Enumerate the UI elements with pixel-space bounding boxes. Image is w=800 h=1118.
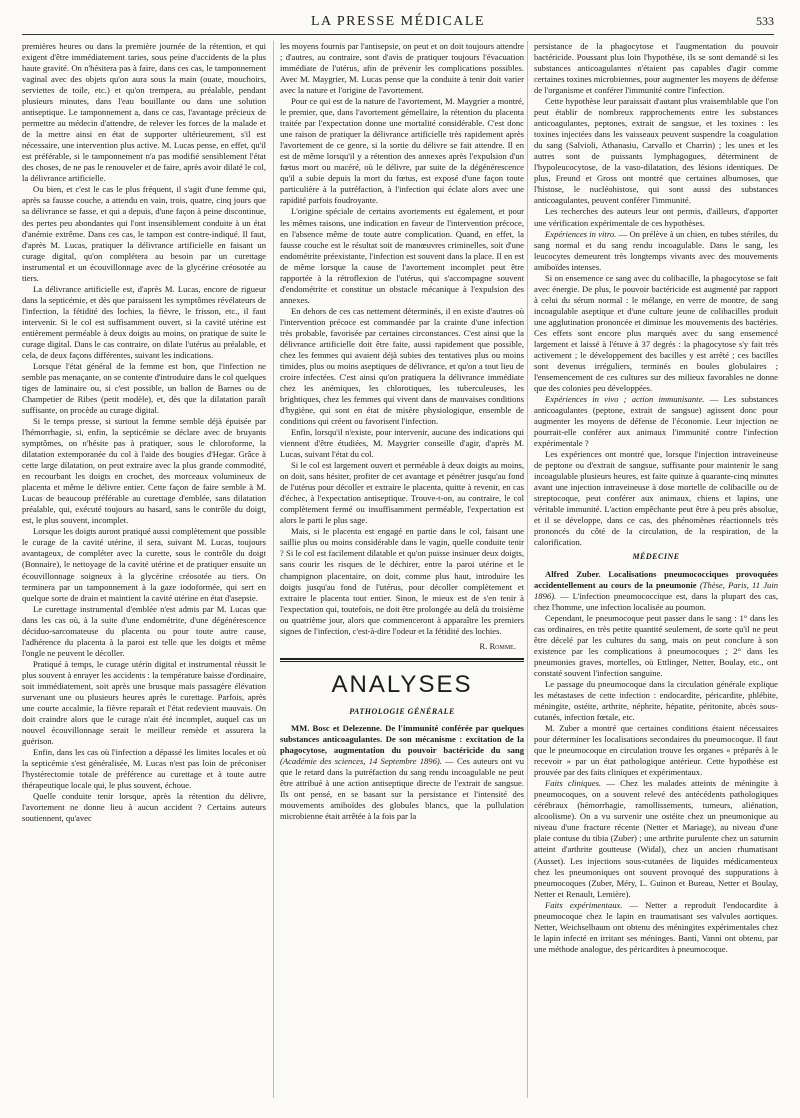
paragraph: L'origine spéciale de certains avortements est également, et pour les mêmes raisons, une indication en faveur de l'intervention précoce, en l'absence même de toute autre complication. Quand, en effet, la fausse couche est le résultat soit de manœuvres criminelles, soit d'une endométrite préexistante, l'infection est souvent dans la place. Il en est de même lorsque la cause de l'avortement incomplet peut être rapportée à la rétroflexion de l'utérus, qui s'accompagne souvent d'endométrite et constitue un obstacle mécanique à l'expulsion des annexes. xyxy=(280,206,524,305)
article-citation: (Thèse, Paris, 11 Juin 1896). xyxy=(534,579,779,601)
paragraph: premières heures ou dans la première journée de la rétention, et qui exigent d'être immédiatement taries, sous peine d'accidents de la plus haute gravité. On n'hésitera pas à faire, dans ces cas, le tamponnement vaginal avec des objets qu'on aura sous la main (ouate, mouchoirs, serviettes de toile, etc.) et qu'on trempera, au préalable, pendant plusieurs minutes, dans l'eau bouillante ou dans une solution antiseptique. Le tamponnement a, dans ce cas, l'avantage précieux de permettre au médecin d'attendre, de relever les forces de la malade et de la mettre ainsi en état de supporter ultérieurement, s'il est nécessaire, une intervention plus active. M. Lucas pense, en effet, qu'il est préférable, si le tamponnement n'a pas modifié sensiblement l'état des choses, de ne pas le renouveler et de faire, après avoir dilaté le col, la délivrance artificielle. xyxy=(22,41,266,184)
column-2 xyxy=(280,41,524,822)
paragraph xyxy=(534,229,778,273)
paragraph xyxy=(534,778,778,899)
article xyxy=(534,569,778,613)
paragraph: Cependant, le pneumocoque peut passer dans le sang : 1° dans les cas ordinaires, en très petite quantité seulement, de sorte qu'il ne peut être décelé par les cultures du sang, mais on peut conclure à son existence par les complications à pneumocoques ; 2° dans les pneumonies graves, mortelles, où Ettlinger, Netter, Boulay, etc., ont constaté souvent l'infection sanguine. xyxy=(534,612,778,678)
paragraph: Les recherches des auteurs leur ont permis, d'ailleurs, d'apporter une vérification expérimentale de ces hypothèses. xyxy=(534,206,778,228)
column-3 xyxy=(534,41,778,955)
section-rule xyxy=(280,658,524,660)
paragraph: Lorsque l'état général de la femme est bon, que l'infection ne semble pas menaçante, on se contente d'introduire dans le col quelques tiges de laminaire ou, si c'est possible, un ballon de Barnes ou de Champetier de Ribes (petit modèle), et, dès que la dilatation paraît suffisante, on procède au curage digital. xyxy=(22,360,266,416)
section-rule xyxy=(280,661,524,662)
paragraph: Le passage du pneumocoque dans la circulation générale explique les métastases de cette infection : endocardite, péricardite, phlébite, méningite, ostéite, arthrite, néphrite, hépatite, péritonite, abcès sous-cutanés, infection fœtale, etc. xyxy=(534,679,778,723)
paragraph-text: — Les substances anticoagulantes (peptone, extrait de sangsue) agissent donc pour augmenter les moyens de défense de l'économie. Leur injection ne pourrait-elle conférer aux animaux l'immunité contre l'infection expérimentale ? xyxy=(534,394,778,449)
paragraph: Lorsque les doigts auront pratiqué aussi complètement que possible le curage de la cavité utérine, il sera, suivant M. Lucas, toujours avantageux, de compléter avec la curette, sous le contrôle du doigt (Bonnaire), le nettoyage de la cavité utérine et de pratiquer ensuite un écouvillonnage soigneux à la glycérine créosotée au tiers. On terminera par un tamponnement à la gaze iodoformée, qui sert en quelque sorte de drain et maintient la cavité utérine en état d'asepsie. xyxy=(22,526,266,603)
section-title: ANALYSES xyxy=(331,670,473,698)
paragraph: Le curettage instrumental d'emblée n'est admis par M. Lucas que dans les cas où, à la suite d'une endométrite, d'une dégénérescence déciduo-sarcomateuse du placenta ou pour toute autre cause, l'adhérence du placenta à la paroi est telle que les doigts et même l'ongle ne peuvent le décoller. xyxy=(22,603,266,658)
article-author: Alfred Zuber. xyxy=(545,568,601,579)
paragraph-text: — On prélève à un chien, en tubes stériles, du sang normal et du sang rendu incoagulable. Dans le sang, les leucocytes demeurent très longtemps vivants avec des mouvements amiboïdes intenses. xyxy=(534,228,778,272)
paragraph: M. Zuber a montré que certaines conditions étaient nécessaires pour déterminer les localisations secondaires du pneumocoque. Il faut que le pneumocoque en circulation trouve les organes « préparés à le recevoir » par un état pathologique antérieur. Cette hypothèse est prouvée par des faits cliniques et expérimentaux. xyxy=(534,723,778,778)
paragraph: les moyens fournis par l'antisepsie, on peut et on doit toujours attendre ; d'autres, au contraire, sont d'avis de pratiquer toujours l'évacuation immédiate de l'utérus, afin de prévenir les complications possibles. Avec M. Maygrier, M. Lucas pense que la conduite à tenir doit varier avec la nature et l'origine de l'avortement. xyxy=(280,41,524,96)
paragraph xyxy=(534,900,778,955)
paragraph: Cette hypothèse leur paraissait d'autant plus vraisemblable que l'on peut établir de nombreux rapprochements entre les substances anticoagulantes, peptones, extrait de sangsue, et les toxines : les toxines injectées dans les vaisseaux peuvent suspendre la coagulation du sang (Salvioli, Athanasiu, Carvallo et Charrin) ; les unes et les autres sont de puissants lymphagogues, déterminent de l'hypoleucocytose, de la vaso-dilatation, des lésions identiques. De plus, Freund et Gross ont montré que certaines albumoses, que l'histose, le nucléohistose, qui sont aussi des substances anticoagulantes, peuvent conférer l'immunité. xyxy=(534,96,778,206)
subheading: Expériences in vitro. xyxy=(545,228,617,239)
paragraph xyxy=(534,394,778,449)
article-heading: MM. Bosc et Delezenne. De l'immunité conférée par quelques substances anticoagulantes. De son mécanisme : excitation de la phagocytose, augmentation du pouvoir bactéricide du sang xyxy=(280,722,524,755)
header-rule xyxy=(22,34,774,35)
paragraph: Pour ce qui est de la nature de l'avortement, M. Maygrier a montré, le premier, que, dans l'avortement gémellaire, la rétention du placenta traitée par l'expectation donne une mortalité considérable. C'est donc une raison de pratiquer la délivrance artificielle très rapidement après l'avortement de ce genre, si la sortie du délivre se fait attendre. Il en est de même lorsqu'il y a rétention des annexes après l'expulsion d'un fœtus mort ou macéré, où le délivre, par suite de la dégénérescence qu'il a subie depuis la mort du fœtus, est exposé d'une façon toute particulière à la putréfaction, à l'infection qui éclate alors avec une rapidité parfois foudroyante. xyxy=(280,96,524,206)
paragraph: Les expériences ont montré que, lorsque l'injection intraveineuse de peptone ou d'extrait de sangsue, suffisante pour maintenir le sang incoagulable plusieurs heures, est faite quinze à quarante-cinq minutes avant une injection intraveineuse à dose mortelle de colibacille ou de streptocoque, peut conférer aux animaux, chiens et lapins, une véritable immunité. L'action empêchante peut être à peu près absolue, et il se développe, dans ce cas, des phénomènes réactionnels très prononcés du côté de la circulation, de la respiration, de la calorification. xyxy=(534,449,778,548)
paragraph-text: — Chez les malades atteints de méningite à pneumocoques, on a souvent relevé des antécédents pathologiques cérébraux (hémorrhagie, ramollissements, tumeurs, aliénation, alcoolisme). On a vu survenir une ostéite chez un pneumonique au niveau d'une fracture récente (Netter et Mariage), au niveau d'une plaie contuse du tibia (Zuber) ; une arthrite purulente chez un saturnin atteint d'arthrite goutteuse (Widal), chez un ancien rhumatisant (Ausset). Les injections sous-cutanées de liquides médicamenteux chez les pneumoniques ont souvent provoqué des suppurations à pneumocoques (Zuber, Méry, L. Guinon et Bureau, Netter et Boulay, Netter et Renault, Lemière). xyxy=(534,778,778,899)
paragraph: persistance de la phagocytose et l'augmentation du pouvoir bactéricide. Poussant plus loin l'hypothèse, ils se sont demandé si les substances anticoagulantes n'étaient pas capables d'agir comme certaines toxines microbiennes, pour augmenter les moyens de défense de l'organisme et conférer l'immunité contre l'infection. xyxy=(534,41,778,96)
paragraph: Si le temps presse, si surtout la femme semble déjà épuisée par l'hémorrhagie, si, enfin, la septicémie se déclare avec de bruyants symptômes, on n'hésite pas à pratiquer, sous le chloroforme, la dilatation extemporanée du col à l'aide des bougies d'Hegar. Grâce à cette large dilatation, on peut extraire avec la plus grande commodité, en recourbant les doigts en crochet, des morceaux volumineux de placenta et même le délivre entier. Cette façon de faire semble à M. Lucas de beaucoup préférable au curettage d'emblée, sans dilatation préalable, qui, exécuté toujours au hasard, sans le contrôle du doigt, est, le plus souvent, incomplet. xyxy=(22,416,266,526)
paragraph: Ou bien, et c'est le cas le plus fréquent, il s'agit d'une femme qui, après sa fausse couche, a attendu en vain, trois, quatre, cinq jours que sa délivrance se fasse, et qui a depuis, d'une façon à peine discontinue, des pertes peu abondantes qui l'ont insensiblement conduite à un état d'anémie extrême. Dans ces cas, le tampon est contre-indiqué. Il faut, d'après M. Lucas, pratiquer la délivrance artificielle en faisant un curage digital, qu'on complétera au besoin par un curettage instrumental et un écouvillonnage avec de la glycérine créosotée au tiers. xyxy=(22,184,266,283)
paragraph: En dehors de ces cas nettement déterminés, il en existe d'autres où l'intervention précoce est commandée par la crainte d'une infection très probable, favorisée par certaines circonstances. C'est ainsi que la délivrance artificielle doit être faite, aussi rapidement que possible, chez les femmes qui avaient déjà subies des tentatives plus ou moins timides, plus ou moins aseptiques de délivrance, et qu'on a tout lieu de croire infectées. C'est ainsi qu'on pratiquera la délivrance immédiate chez les anémiques, les chlorotiques, les tuberculeuses, les brightiques, chez les femmes qui vivent dans de mauvaises conditions d'hygiène, qui sont en état de misère physiologique, ensemble de conditions qui créent ou favorisent l'infection. xyxy=(280,305,524,427)
paragraph: Mais, si le placenta est engagé en partie dans le col, faisant une saillie plus ou moins considérable dans le vagin, quelle conduite tenir ? Si le col est facilement dilatable et qu'on puisse insinuer deux doigts, sans courir les risques de le déchirer, entre la paroi utérine et le champignon placentaire, on doit, comme plus haut, introduire les doigts jusqu'au fond de l'utérus, pour décoller complètement et extraire le placenta tout entier. Sinon, le mieux est de s'en tenir à l'expectation qui, toutefois, ne doit être prolongée au delà du troisième ou quatrième jour, alors que commenceront à apparaître les premiers signes de l'infection, c'est-à-dire l'odeur et la fétidité des lochies. xyxy=(280,526,524,636)
article xyxy=(280,723,524,822)
subsection-title: MÉDECINE xyxy=(632,552,680,562)
article-heading: Localisations pneumococciques provoquées accidentellement au cours de la pneumonie xyxy=(534,568,779,590)
page-header xyxy=(22,14,774,34)
article-text: — L'infection pneumococcique est, dans la plupart des cas, chez l'homme, une infection localisée au poumon. xyxy=(534,590,778,612)
subsection-title: PATHOLOGIE GÉNÉRALE xyxy=(349,706,455,716)
subheading: Faits cliniques. xyxy=(545,778,602,789)
paragraph: Enfin, lorsqu'il n'existe, pour intervenir, aucune des indications qui viennent d'être étudiées, M. Maygrier conseille d'agir, d'après M. Lucas, suivant l'état du col. xyxy=(280,427,524,460)
column-divider xyxy=(527,41,528,1098)
article-citation: (Académie des sciences, 14 Septembre 1896). xyxy=(280,755,442,766)
column-1 xyxy=(22,41,266,824)
page-number: 533 xyxy=(756,14,774,28)
paragraph: La délivrance artificielle est, d'après M. Lucas, encore de rigueur dans la septicémie, et dès que paraissent les symptômes révélateurs de l'infection, la fétidité des lochies, la fièvre, le frisson, etc., il faut intervenir. Si le col est suffisamment ouvert, si la cavité utérine est entièrement perméable à deux doigts au moins, on pratique de suite le curage digital. Dans le cas contraire, on dilate l'utérus au préalable, et cela, de deux façons différentes, suivant les indications. xyxy=(22,283,266,360)
subheading: Faits expérimentaux. xyxy=(545,899,623,910)
signature: R. Romme. xyxy=(479,640,516,651)
paragraph: Quelle conduite tenir lorsque, après la rétention du délivre, l'avortement ne donne lieu à aucun accident ? Certains auteurs soutiennent, qu'avec xyxy=(22,791,266,824)
paragraph: Si on ensemence ce sang avec du colibacille, la phagocytose se fait avec énergie. De plus, le pouvoir bactéricide est augmenté par rapport à celui du sérum normal : le mélange, en verre de montre, de sang incoagulable aseptique et d'une culture jeune de colibacilles produit une agglutination prononcée et diminue les mouvements des bactéries. Ces effets sont encore plus marqués avec du sang ensemencé largement et laissé à l'étuve à 37 degrés : la phagocytose s'y fait très activement ; le développement des bacilles y est arrêté ; ces bacilles sont devenus irréguliers, terminés en boules globulaires ; l'ensemencement de ces cultures sur des milieux favorables ne donne que des colonies peu développées. xyxy=(534,272,778,393)
paragraph: Pratiqué à temps, le curage utérin digital et instrumental réussit le plus souvent à enrayer les accidents : la température baisse d'ordinaire, soit immédiatement, soit après une brusque mais passagère élévation survenant une ou plusieurs heures après le curettage. Parfois, après une courte accalmie, la fièvre reparaît et l'état redevient mauvais. On doit craindre alors que le curage n'ait été incomplet, auquel cas un nouvel écouvillonnage serait le meilleur remède et assurera la guérison. xyxy=(22,658,266,746)
paragraph-text: — Netter a reproduit l'endocardite à pneumocoque chez le lapin en traumatisant ses valvules aortiques. Netter, Weichselbaum ont obtenu des méningites expérimentales chez le lapin infecté en irritant ses méninges. Banti, Vanni ont obtenu, par une méthode analogue, des péricardites à pneumocoque. xyxy=(534,899,778,954)
paragraph: Si le col est largement ouvert et perméable à deux doigts au moins, on doit, sans hésiter, profiter de cet avantage et pénétrer jusqu'au fond de l'utérus pour décoller et extraire le placenta, quitte à revenir, en cas d'échec, à l'expectation antiseptique. Trouve-t-on, au contraire, le col complètement fermé ou insuffisamment perméable, l'expectation est alors le parti le plus sage. xyxy=(280,460,524,526)
running-title: LA PRESSE MÉDICALE xyxy=(310,14,485,29)
subheading: Expériences in vivo ; action immunisante. xyxy=(545,394,705,404)
paragraph: Enfin, dans les cas où l'infection a dépassé les limites locales et où la septicémie s'est généralisée, M. Lucas n'est pas loin de préconiser l'hystérectomie totale de préférence au curettage et à toute autre thérapeutique locale qui, le plus souvent, échoue. xyxy=(22,747,266,791)
article-text: — Ces auteurs ont vu que le retard dans la putréfaction du sang rendu incoagulable ne peut être attribué à une action antiseptique directe de l'extrait de sangsue. Ils ont pensé, en se basant sur la persistance et l'intensité des mouvements amiboïdes des globules blancs, que la pullulation microbienne était arrêtée à la fois par la xyxy=(280,755,524,822)
column-divider xyxy=(273,41,274,1098)
